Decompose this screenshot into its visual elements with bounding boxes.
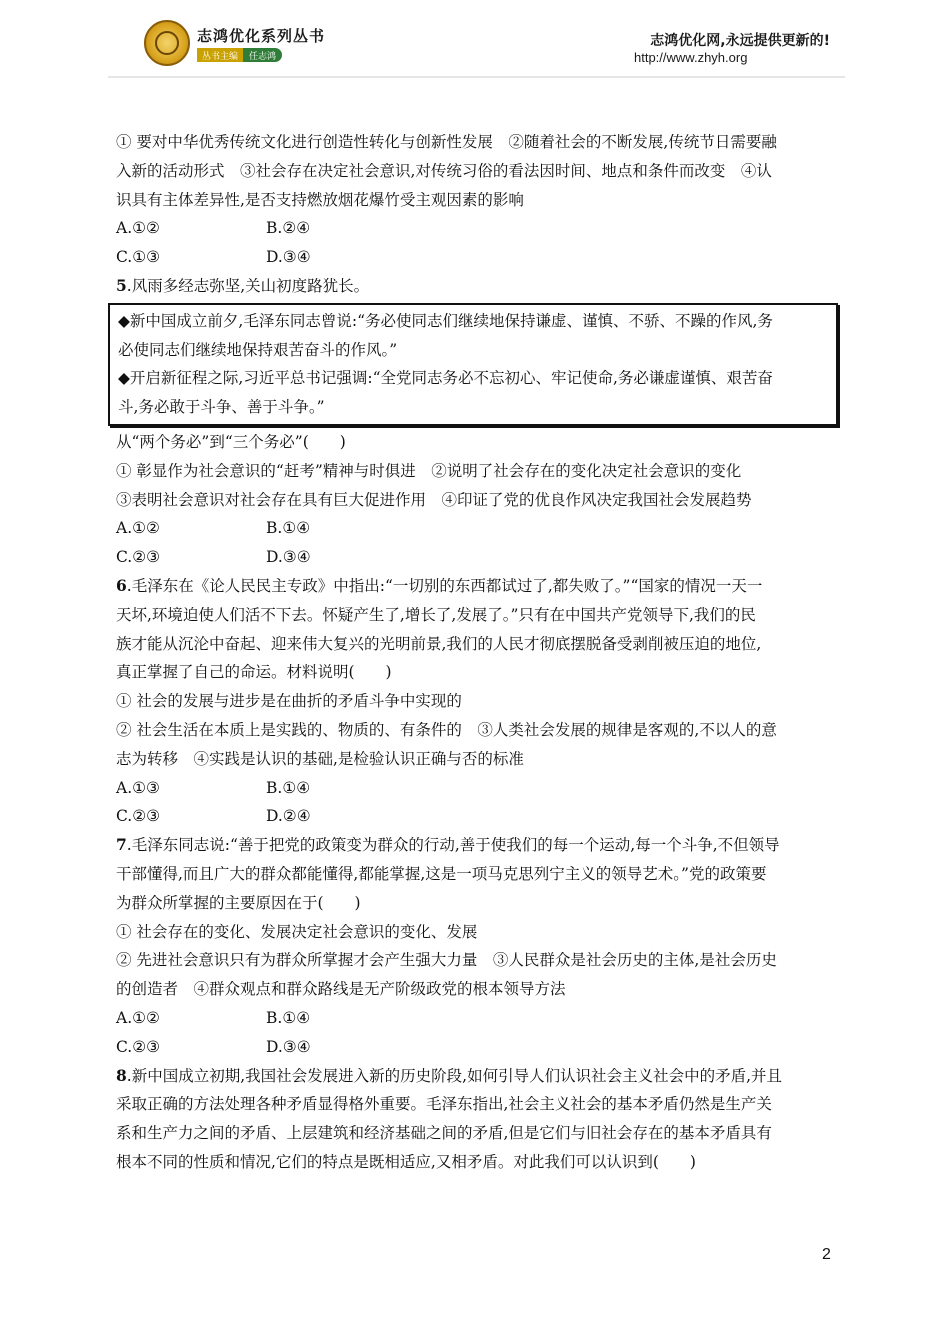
option-row [116, 774, 832, 803]
question-5-stem: 5.风雨多经志弥坚,关山初度路犹长。 [116, 275, 370, 295]
text-line: 识具有主体差异性,是否支持燃放烟花爆竹受主观因素的影响 [116, 190, 524, 209]
page-header [0, 0, 950, 80]
option-row [116, 243, 832, 272]
text-line: ① 彰显作为社会意识的“赶考”精神与时俱进 ②说明了社会存在的变化决定社会意识的变化 [116, 461, 742, 480]
text-line: 系和生产力之间的矛盾、上层建筑和经济基础之间的矛盾,但是它们与旧社会存在的基本矛盾具有 [116, 1124, 772, 1143]
option-row [116, 514, 832, 543]
option-a: A.①② [116, 1008, 160, 1027]
text-line: 干部懂得,而且广大的群众都能懂得,都能掌握,这是一项马克思列宁主义的领导艺术。”党的政策要 [116, 864, 767, 883]
question-7-stem: 7.毛泽东同志说:“善于把党的政策变为群众的行动,善于使我们的每一个运动,每一个斗争,不但领导 [116, 835, 780, 855]
option-d: D.③④ [266, 248, 311, 267]
option-c: C.②③ [116, 807, 161, 826]
option-row [116, 1004, 832, 1033]
option-row [116, 802, 832, 831]
text-line: ② 社会生活在本质上是实践的、物质的、有条件的 ③人类社会发展的规律是客观的,不以人的意 [116, 720, 777, 739]
text-line: ③表明社会意识对社会存在具有巨大促进作用 ④印证了党的优良作风决定我国社会发展趋势 [116, 490, 752, 509]
quote-line: ◆开启新征程之际,习近平总书记强调:“全党同志务必不忘初心、牢记使命,务必谦虚谨慎、艰苦奋 [118, 369, 773, 388]
option-d: D.③④ [266, 1037, 311, 1056]
text-line: ② 先进社会意识只有为群众所掌握才会产生强大力量 ③人民群众是社会历史的主体,是社会历史 [116, 951, 777, 970]
option-a: A.①② [116, 219, 160, 238]
text-line: 真正掌握了自己的命运。材料说明( ) [116, 663, 392, 682]
text-line: ① 要对中华优秀传统文化进行创造性转化与创新性发展 ②随着社会的不断发展,传统节日需要融 [116, 133, 777, 151]
option-row [116, 543, 832, 572]
text-line: 志为转移 ④实践是认识的基础,是检验认识正确与否的标准 [116, 749, 524, 768]
question-8-stem: 8.新中国成立初期,我国社会发展进入新的历史阶段,如何引导人们认识社会主义社会中的矛盾,并且 [116, 1065, 783, 1085]
option-b: B.②④ [266, 219, 311, 238]
option-d: D.③④ [266, 548, 311, 567]
option-c: C.①③ [116, 248, 161, 267]
editor-badge [197, 48, 282, 62]
series-title: 志鸿优化系列丛书 [197, 27, 326, 45]
option-row [116, 214, 832, 243]
option-c: C.②③ [116, 548, 161, 567]
editor-label: 丛书主编 [197, 48, 243, 62]
option-a: A.①② [116, 519, 160, 538]
site-url[interactable]: http://www.zhyh.org [634, 50, 748, 65]
header-divider [108, 76, 845, 78]
option-d: D.②④ [266, 807, 311, 826]
document-body [116, 128, 832, 1177]
publisher-seal-logo [144, 20, 190, 66]
text-line: 为群众所掌握的主要原因在于( ) [116, 893, 361, 912]
site-slogan: 志鸿优化网,永远提供更新的! [650, 33, 830, 49]
option-c: C.②③ [116, 1037, 161, 1056]
text-line: 从“两个务必”到“三个务必”( ) [116, 432, 346, 451]
text-line: ① 社会的发展与进步是在曲折的矛盾斗争中实现的 [116, 692, 462, 711]
text-line: 入新的活动形式 ③社会存在决定社会意识,对传统习俗的看法因时间、地点和条件而改变 ④认 [116, 161, 772, 180]
quote-line: 必使同志们继续地保持艰苦奋斗的作风。” [118, 340, 398, 359]
option-row [116, 1033, 832, 1062]
question-number: 7 [116, 835, 127, 855]
text-line: 根本不同的性质和情况,它们的特点是既相适应,又相矛盾。对此我们可以认识到( ) [116, 1152, 696, 1171]
question-number: 5 [116, 275, 127, 295]
option-b: B.①④ [266, 1008, 311, 1027]
text-line: 天坏,环境迫使人们活不下去。怀疑产生了,增长了,发展了。”只有在中国共产党领导下,我们的民 [116, 605, 756, 624]
question-6-stem: 6.毛泽东在《论人民民主专政》中指出:“一切别的东西都试过了,都失败了。”“国家的情况一天一 [116, 575, 763, 595]
option-a: A.①③ [116, 778, 160, 797]
question-number: 8 [116, 1065, 127, 1085]
editor-name: 任志鸿 [243, 48, 282, 62]
text-line: 的创造者 ④群众观点和群众路线是无产阶级政党的根本领导方法 [116, 980, 566, 999]
quote-box [108, 303, 838, 426]
question-number: 6 [116, 575, 127, 595]
text-line: 族才能从沉沦中奋起、迎来伟大复兴的光明前景,我们的人民才彻底摆脱备受剥削被压迫的地位, [116, 634, 762, 653]
quote-line: ◆新中国成立前夕,毛泽东同志曾说:“务必使同志们继续地保持谦虚、谨慎、不骄、不躁的作风,务 [118, 311, 773, 330]
page-number: 2 [822, 1246, 831, 1263]
quote-line: 斗,务必敢于斗争、善于斗争。” [118, 398, 325, 417]
option-b: B.①④ [266, 778, 311, 797]
option-b: B.①④ [266, 519, 311, 538]
text-line: ① 社会存在的变化、发展决定社会意识的变化、发展 [116, 922, 478, 941]
text-line: 采取正确的方法处理各种矛盾显得格外重要。毛泽东指出,社会主义社会的基本矛盾仍然是生产关 [116, 1095, 772, 1114]
